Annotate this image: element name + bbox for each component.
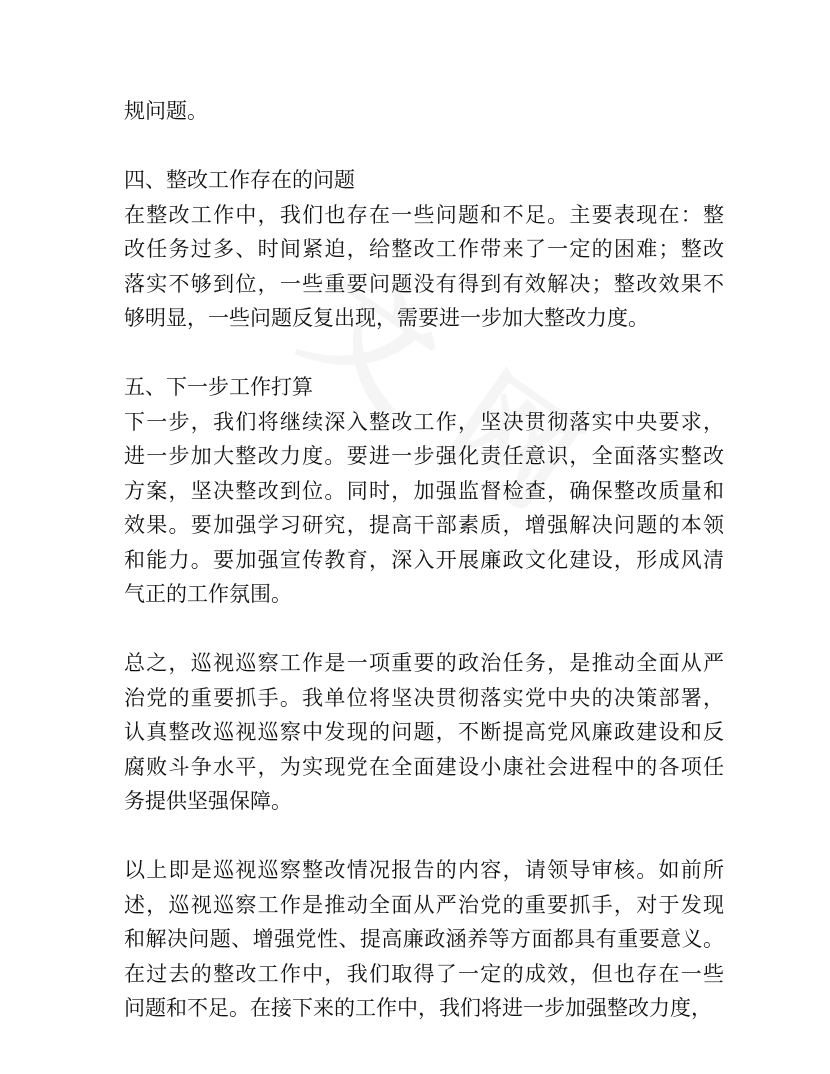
text-line: 效果。要加强学习研究，提高干部素质，增强解决问题的本领 <box>124 513 724 537</box>
paragraph <box>124 646 724 819</box>
paragraph-spacer <box>124 612 724 647</box>
text-line: 下一步，我们将继续深入整改工作，坚决贯彻落实中央要求， <box>124 409 724 434</box>
text-line: 以上即是巡视巡察整改情况报告的内容，请领导审核。如前所 <box>124 858 724 882</box>
text-line: 认真整改巡视巡察中发现的问题，不断提高党风廉政建设和反 <box>124 720 724 744</box>
text-line: 五、下一步工作打算 <box>124 375 313 399</box>
text-line: 在整改工作中，我们也存在一些问题和不足。主要表现在：整 <box>124 202 724 227</box>
paragraph-spacer <box>124 336 724 371</box>
text-line: 方案，坚决整改到位。同时，加强监督检查，确保整改质量和 <box>124 478 724 503</box>
paragraph-spacer <box>124 129 724 164</box>
text-line: 在过去的整改工作中，我们取得了一定的成效，但也存在一些 <box>124 961 724 986</box>
text-line: 四、整改工作存在的问题 <box>124 168 355 192</box>
text-line: 改任务过多、时间紧迫，给整改工作带来了一定的困难；整改 <box>124 237 724 261</box>
text-line: 落实不够到位，一些重要问题没有得到有效解决；整改效果不 <box>124 271 724 296</box>
text-line: 气正的工作氛围。 <box>124 582 292 606</box>
text-line: 总之，巡视巡察工作是一项重要的政治任务，是推动全面从严 <box>124 651 724 675</box>
paragraph-spacer <box>124 819 724 854</box>
text-line: 治党的重要抓手。我单位将坚决贯彻落实党中央的决策部署， <box>124 685 724 710</box>
text-line: 进一步加大整改力度。要进一步强化责任意识，全面落实整改 <box>124 444 724 468</box>
text-line: 和解决问题、增强党性、提高廉政涵养等方面都具有重要意义。 <box>124 927 724 951</box>
paragraph <box>124 198 724 336</box>
text-line: 够明显，一些问题反复出现，需要进一步加大整改力度。 <box>124 306 649 330</box>
section-heading <box>124 370 724 405</box>
text-line: 规问题。 <box>124 99 208 123</box>
text-line: 腐败斗争水平，为实现党在全面建设小康社会进程中的各项任 <box>124 754 724 779</box>
paragraph <box>124 94 724 129</box>
text-line: 问题和不足。在接下来的工作中，我们将进一步加强整改力度， <box>124 996 712 1020</box>
section-heading <box>124 163 724 198</box>
text-line: 务提供坚强保障。 <box>124 789 292 813</box>
document-body <box>124 94 724 1026</box>
paragraph <box>124 405 724 612</box>
text-line: 和能力。要加强宣传教育，深入开展廉政文化建设，形成风清 <box>124 547 724 572</box>
paragraph <box>124 853 724 1026</box>
text-line: 述，巡视巡察工作是推动全面从严治党的重要抓手，对于发现 <box>124 892 724 917</box>
